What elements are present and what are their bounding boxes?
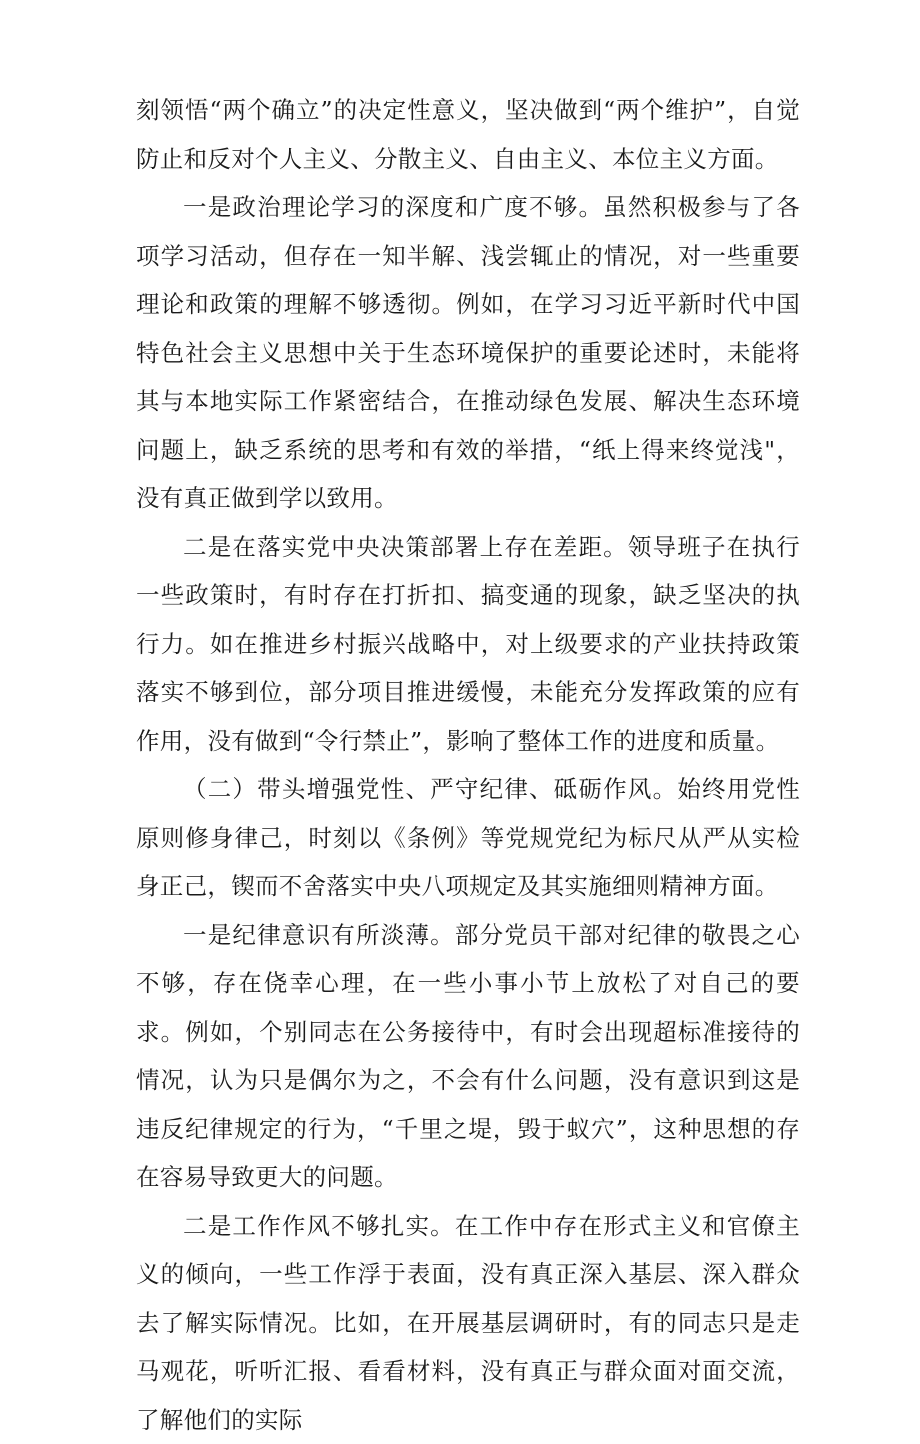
paragraph-discipline-awareness: 一是纪律意识有所淡薄。部分党员干部对纪律的敬畏之心不够，存在侥幸心理，在一些小事小节上放松了对自己的要求。例如，个别同志在公务接待中，有时会出现超标准接待的情况，认为只是偶尔为之，不会有什么问题，没有意识到这是违反纪律规定的行为，“千里之堤，毁于蚁穴”，这种思想的存在容易导致更大的问题。 xyxy=(136,911,800,1202)
paragraph-work-style: 二是工作作风不够扎实。在工作中存在形式主义和官僚主义的倾向，一些工作浮于表面，没有真正深入基层、深入群众去了解实际情况。比如，在开展基层调研时，有的同志只是走马观花，听听汇报、看看材料，没有真正与群众面对面交流，了解他们的实际 xyxy=(136,1202,800,1444)
section-heading-party-discipline: （二）带头增强党性、严守纪律、砥砺作风。始终用党性原则修身律己，时刻以《条例》等党规党纪为标尺从严从实检身正己，锲而不舍落实中央八项规定及其实施细则精神方面。 xyxy=(136,765,800,911)
paragraph-policy-implementation: 二是在落实党中央决策部署上存在差距。领导班子在执行一些政策时，有时存在打折扣、搞变通的现象，缺乏坚决的执行力。如在推进乡村振兴战略中，对上级要求的产业扶持政策落实不够到位，部分项目推进缓慢，未能充分发挥政策的应有作用，没有做到“令行禁止”，影响了整体工作的进度和质量。 xyxy=(136,523,800,766)
paragraph-intro-continuation: 刻领悟“两个确立”的决定性意义，坚决做到“两个维护”，自觉防止和反对个人主义、分散主义、自由主义、本位主义方面。 xyxy=(136,86,800,183)
paragraph-theory-study: 一是政治理论学习的深度和广度不够。虽然积极参与了各项学习活动，但存在一知半解、浅尝辄止的情况，对一些重要理论和政策的理解不够透彻。例如，在学习习近平新时代中国特色社会主义思想中关于生态环境保护的重要论述时，未能将其与本地实际工作紧密结合，在推动绿色发展、解决生态环境问题上，缺乏系统的思考和有效的举措，“纸上得来终觉浅"，没有真正做到学以致用。 xyxy=(136,183,800,523)
document-body xyxy=(136,86,800,1444)
